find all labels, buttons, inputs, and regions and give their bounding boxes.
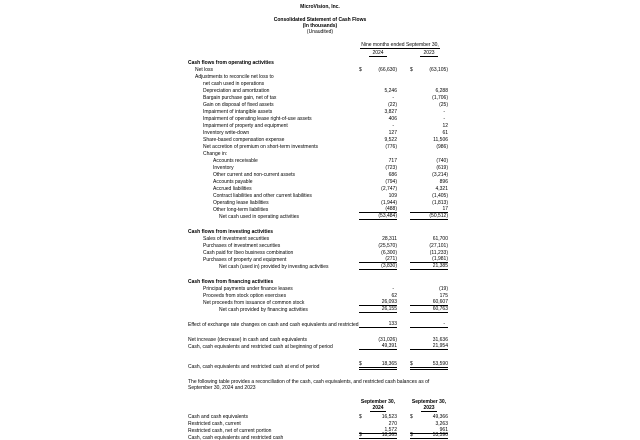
statement-body: [188, 59, 448, 440]
value-2024: 3,827: [384, 109, 397, 115]
row-label: Cash, cash equivalents and restricted cash: [188, 435, 284, 440]
value-2024-cell: [359, 286, 397, 292]
value-2023-cell: [410, 172, 448, 178]
value-2024-cell: [359, 102, 397, 108]
value-2023: 21,385: [432, 263, 448, 269]
value-2024: (6,300): [381, 250, 397, 256]
value-2024: (31,026): [378, 337, 397, 343]
recon-header-2024-year: 2024: [372, 405, 384, 411]
statement-title: Consolidated Statement of Cash Flows: [273, 17, 367, 23]
value-2024-cell: [359, 172, 397, 178]
value-2023-cell: [410, 193, 448, 199]
value-2023-cell: [410, 116, 448, 122]
value-2023: (740): [436, 158, 448, 164]
period-header-label: Nine months ended September 30,: [361, 42, 439, 48]
row-label: Cash, cash equivalents and restricted cash at end of period: [188, 364, 320, 370]
value-2024-cell: [359, 321, 397, 328]
reconciliation-intro-line2: September 30, 2024 and 2023: [188, 385, 256, 391]
value-2024: (794): [385, 179, 397, 185]
value-2023: 175: [439, 293, 448, 299]
value-2023-cell: [410, 67, 448, 73]
value-2024: 16,523: [381, 414, 397, 420]
row-label: Net cash provided by financing activities: [219, 307, 308, 313]
value-2024-cell: [359, 123, 397, 129]
value-2024-cell: [359, 88, 397, 94]
row-label: Accrued liabilities: [213, 186, 252, 192]
value-2024: 49,391: [381, 343, 397, 349]
row-label: Depreciation and amortization: [203, 88, 270, 94]
value-2023-cell: [410, 74, 448, 80]
period-years-row: [188, 50, 448, 56]
row-label: Restricted cash, net of current portion: [188, 428, 272, 434]
value-2024: (2,747): [381, 186, 397, 192]
statement-row: [188, 206, 448, 213]
value-2024: 686: [388, 172, 397, 178]
value-2023: (1,981): [432, 256, 448, 262]
statement-row: [188, 363, 448, 370]
value-2024-cell: [359, 179, 397, 185]
value-2024-cell: [359, 95, 397, 101]
value-2024: 26,155: [381, 306, 397, 312]
value-2023-cell: [410, 361, 448, 370]
value-2024-cell: [359, 158, 397, 164]
value-2023-cell: [410, 158, 448, 164]
value-2024: 717: [388, 158, 397, 164]
value-2024: (22): [388, 102, 397, 108]
statement-row: [188, 228, 448, 235]
row-label: Net increase (decrease) in cash and cash equivalents: [188, 337, 307, 343]
value-2024-cell: [359, 186, 397, 192]
statement-row: [188, 306, 448, 313]
dollar-sign: $: [359, 432, 362, 438]
row-label: Cash flows from operating activities: [188, 60, 274, 66]
statement-row: [188, 73, 448, 80]
row-label: Other long-term liabilities: [213, 207, 269, 213]
value-2023-cell: [410, 343, 448, 350]
value-2024-cell: [359, 299, 397, 306]
value-2023-cell: [410, 299, 448, 306]
value-2024-cell: [359, 137, 397, 143]
reconciliation-rows: [188, 413, 448, 440]
value-2023: (25): [439, 102, 448, 108]
statement-row: [188, 256, 448, 263]
value-2024-cell: [359, 279, 397, 285]
row-label: Purchases of investment securities: [203, 243, 281, 249]
value-2023: 11,506: [433, 137, 448, 143]
title-block: [0, 4, 640, 35]
value-2024-cell: [359, 144, 397, 150]
reconciliation-intro: [188, 379, 460, 391]
value-2024: (66,630): [378, 67, 397, 73]
dollar-sign: $: [410, 414, 413, 420]
row-label: Restricted cash, current: [188, 421, 241, 427]
value-2024-cell: [359, 229, 397, 235]
value-2023: (11,233): [429, 250, 448, 256]
value-2023-cell: [410, 60, 448, 66]
value-2024: 18,365: [381, 432, 397, 438]
year-2023-label: 2023: [420, 50, 437, 57]
value-2024: 62: [391, 293, 397, 299]
value-2024-cell: [359, 74, 397, 80]
recon-header-2024-line1: September 30,: [360, 399, 396, 405]
value-2024-cell: [359, 165, 397, 171]
recon-header-2023-line1: September 30,: [411, 399, 447, 405]
value-2023-cell: [410, 286, 448, 292]
row-label: Impairment of intangible assets: [203, 109, 273, 115]
value-2023-cell: [410, 137, 448, 143]
value-2023-cell: [410, 144, 448, 150]
row-label: Cash flows from financing activities: [188, 279, 274, 285]
value-2024: (53,484): [378, 213, 397, 219]
value-2024-cell: [359, 243, 397, 249]
value-2024: (776): [385, 144, 397, 150]
value-2024: 26,093: [381, 299, 397, 305]
row-label: Purchases of property and equipment: [203, 257, 287, 263]
year-column-2023: [410, 50, 448, 56]
row-label: Gain on disposal of fixed assets: [203, 102, 274, 108]
statement-row: [188, 420, 448, 427]
value-2024-cell: [359, 236, 397, 242]
value-2023: 12: [442, 123, 448, 129]
value-2023-cell: [410, 306, 448, 313]
row-label: Contract liabilities and other current liabilities: [213, 193, 312, 199]
value-2023-cell: [410, 256, 448, 263]
value-2024: 270: [388, 421, 397, 427]
value-2024-cell: [359, 343, 397, 350]
statement-row: [188, 129, 448, 136]
row-label: Proceeds from stock option exercises: [203, 293, 287, 299]
row-label: Effect of exchange rate changes on cash and cash equivalents and restricted: [188, 322, 359, 328]
row-label: Change in:: [203, 151, 228, 157]
value-2024: (271): [385, 256, 397, 262]
row-label: Adjustments to reconcile net loss to: [195, 74, 274, 80]
row-label: Share-based compensation expense: [203, 137, 285, 143]
row-label: Operating lease liabilities: [213, 200, 269, 206]
value-2023: -: [443, 321, 445, 327]
dollar-sign: $: [359, 361, 362, 367]
value-2023: (27,101): [429, 243, 448, 249]
value-2024-cell: [359, 60, 397, 66]
value-2023: 60,607: [432, 299, 448, 305]
value-2023-cell: [410, 321, 448, 328]
value-2023-cell: [410, 95, 448, 101]
company-name: MicroVision, Inc.: [300, 4, 340, 10]
value-2023-cell: [410, 213, 448, 220]
unaudited-note: (Unaudited): [306, 29, 334, 35]
recon-header-2023: [410, 399, 448, 411]
value-2023: (19): [439, 286, 448, 292]
reconciliation-table-header: [188, 399, 448, 411]
row-label: Inventory write-down: [203, 130, 250, 136]
statement-row: [188, 150, 448, 157]
dollar-sign: $: [410, 361, 413, 367]
value-2024: 127: [388, 130, 397, 136]
value-2023-cell: [410, 414, 448, 420]
value-2024-cell: [359, 206, 397, 213]
statement-row: [188, 136, 448, 143]
value-2023-cell: [410, 236, 448, 242]
value-2023: (1,813): [432, 200, 448, 206]
row-label: Accounts payable: [213, 179, 253, 185]
value-2024: (3,830): [381, 263, 397, 269]
value-2024: (488): [385, 206, 397, 212]
value-2024: -: [392, 286, 394, 292]
value-2024: 18,365: [381, 361, 397, 367]
row-label: Principal payments under finance leases: [203, 286, 293, 292]
value-2024-cell: [359, 151, 397, 157]
statement-row: [188, 263, 448, 270]
value-2024: 109: [388, 193, 397, 199]
value-2023: (1,405): [432, 193, 448, 199]
value-2023: 49,366: [432, 414, 448, 420]
value-2024: 9,522: [384, 137, 397, 143]
row-label: Impairment of property and equipment: [203, 123, 288, 129]
statement-row: [188, 199, 448, 206]
row-label: Net cash used in operating activities: [219, 214, 300, 220]
row-label: Cash and cash equivalents: [188, 414, 249, 420]
value-2023: 21,954: [432, 343, 448, 349]
statement-row: [188, 249, 448, 256]
dollar-sign: $: [359, 67, 362, 73]
value-2023-cell: [410, 102, 448, 108]
statement-row: [188, 87, 448, 94]
row-label: Net cash (used in) provided by investing activities: [219, 264, 329, 270]
value-2024-cell: [359, 116, 397, 122]
value-2023: 60,763: [432, 306, 448, 312]
statement-row: [188, 292, 448, 299]
value-2023: 3,263: [435, 421, 448, 427]
value-2023-cell: [410, 151, 448, 157]
value-2024: 1,572: [384, 427, 397, 433]
value-2023: 53,590: [432, 432, 448, 438]
value-2023-cell: [410, 279, 448, 285]
statement-row: [188, 235, 448, 242]
value-2023-cell: [410, 243, 448, 249]
statement-row: [188, 178, 448, 185]
value-2023-cell: [410, 123, 448, 129]
statement-row: [188, 94, 448, 101]
statement-rows: [188, 59, 448, 370]
value-2023-cell: [410, 88, 448, 94]
value-2023: -: [443, 109, 445, 115]
statement-row: [188, 427, 448, 434]
row-label: Net accretion of premium on short-term investments: [203, 144, 319, 150]
row-label: Cash, cash equivalents and restricted cash at beginning of period: [188, 344, 333, 350]
year-column-2024: [359, 50, 397, 56]
statement-row: [188, 59, 448, 66]
statement-row: [188, 80, 448, 87]
value-2024: (25,570): [378, 243, 397, 249]
value-2023-cell: [410, 81, 448, 87]
value-2023: 4,321: [435, 186, 448, 192]
recon-header-2023-year: 2023: [423, 405, 435, 411]
statement-row: [188, 413, 448, 420]
value-2023: 53,590: [432, 361, 448, 367]
value-2024: 406: [388, 116, 397, 122]
statement-row: [188, 66, 448, 73]
value-2024-cell: [359, 306, 397, 313]
value-2023: (3,214): [432, 172, 448, 178]
row-label: Cash flows from investing activities: [188, 229, 274, 235]
value-2024: 5,246: [384, 88, 397, 94]
statement-row: [188, 242, 448, 249]
value-2023: 961: [439, 427, 448, 433]
value-2024: 28,311: [382, 236, 397, 242]
statement-row: [188, 143, 448, 150]
value-2024-cell: [359, 109, 397, 115]
value-2023-cell: [410, 165, 448, 171]
period-header: [340, 42, 460, 48]
row-label: Bargain purchase gain, net of tax: [203, 95, 277, 101]
value-2023-cell: [410, 179, 448, 185]
value-2023: 6,288: [435, 88, 448, 94]
year-2024-label: 2024: [369, 50, 386, 57]
row-label: Other current and non-current assets: [213, 172, 295, 178]
statement-row: [188, 343, 448, 350]
value-2024-cell: [359, 130, 397, 136]
dollar-sign: $: [359, 414, 362, 420]
statement-row: [188, 157, 448, 164]
recon-header-2024: [359, 399, 397, 411]
statement-row: [188, 336, 448, 343]
value-2023-cell: [410, 229, 448, 235]
statement-row: [188, 164, 448, 171]
statement-row: [188, 171, 448, 178]
value-2023: (619): [436, 165, 448, 171]
statement-row: [188, 213, 448, 220]
value-2023-cell: [410, 432, 448, 440]
dollar-sign: $: [410, 432, 413, 438]
statement-row: [188, 299, 448, 306]
row-label: Cash paid for Ibeo business combination: [203, 250, 294, 256]
statement-row: [188, 115, 448, 122]
value-2023-cell: [410, 263, 448, 270]
value-2024-cell: [359, 67, 397, 73]
value-2023: 17: [442, 206, 448, 212]
statement-row: [188, 434, 448, 440]
row-label: Net proceeds from issuance of common stock: [203, 300, 305, 306]
value-2023: (986): [436, 144, 448, 150]
value-2023: -: [443, 116, 445, 122]
statement-row: [188, 285, 448, 292]
value-2023: (50,512): [429, 213, 448, 219]
statement-row: [188, 108, 448, 115]
row-label: Inventory: [213, 165, 234, 171]
thousands-note: (In thousands): [302, 23, 338, 29]
row-label: Accounts receivable: [213, 158, 258, 164]
value-2023: 61: [442, 130, 448, 136]
value-2024: -: [392, 123, 394, 129]
value-2024-cell: [359, 256, 397, 263]
reconciliation-intro-line1: The following table provides a reconciliation of the cash, cash equivalents, and restricted cash balances as of: [188, 379, 430, 385]
value-2024: (723): [385, 165, 397, 171]
value-2024: (1,944): [381, 200, 397, 206]
value-2023: 896: [439, 179, 448, 185]
value-2023-cell: [410, 130, 448, 136]
value-2024-cell: [359, 361, 397, 370]
row-label: Impairment of operating lease right-of-use assets: [203, 116, 312, 122]
statement-row: [188, 185, 448, 192]
value-2023-cell: [410, 109, 448, 115]
statement-row: [188, 278, 448, 285]
value-2024-cell: [359, 414, 397, 420]
value-2023: 61,700: [432, 236, 448, 242]
statement-row: [188, 321, 448, 328]
value-2024-cell: [359, 193, 397, 199]
value-2023-cell: [410, 186, 448, 192]
value-2023: (1,706): [432, 95, 448, 101]
value-2024-cell: [359, 81, 397, 87]
value-2024-cell: [359, 213, 397, 220]
statement-row: [188, 122, 448, 129]
statement-row: [188, 192, 448, 199]
value-2024: -: [392, 95, 394, 101]
row-label: Net loss: [195, 67, 214, 73]
value-2024: 133: [388, 321, 397, 327]
value-2024-cell: [359, 432, 397, 440]
value-2024-cell: [359, 263, 397, 270]
value-2023: (63,105): [429, 67, 448, 73]
row-label: net cash used in operations: [203, 81, 265, 87]
statement-row: [188, 101, 448, 108]
dollar-sign: $: [410, 67, 413, 73]
value-2023-cell: [410, 206, 448, 213]
value-2023: 31,636: [432, 337, 448, 343]
row-label: Sales of investment securities: [203, 236, 270, 242]
